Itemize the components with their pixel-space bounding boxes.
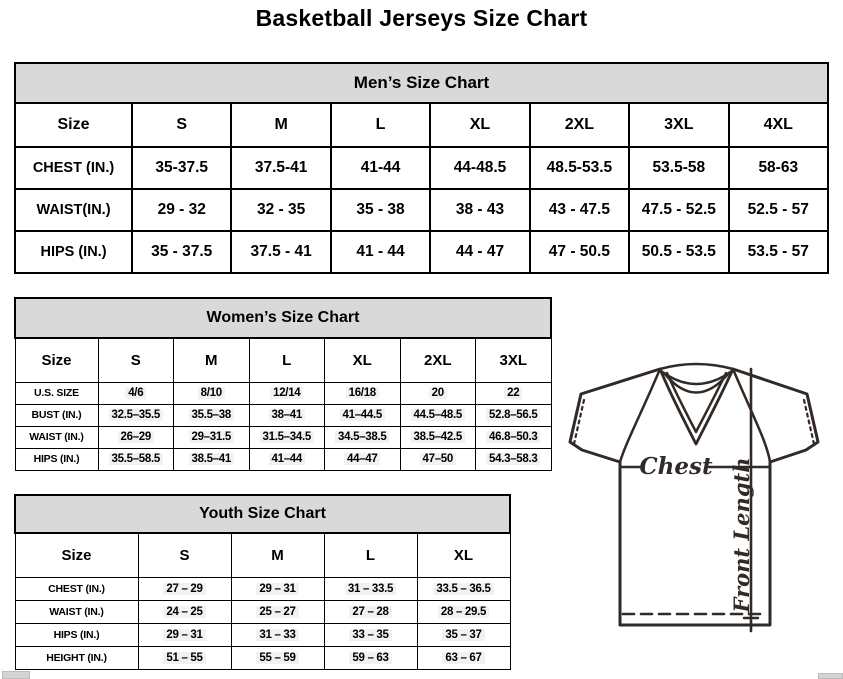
table-cell [132, 231, 231, 273]
table-cell [530, 189, 629, 231]
cell-value: 35.5–58.5 [109, 453, 163, 465]
table-cell [231, 147, 330, 189]
table-cell [249, 382, 325, 404]
table-cell [98, 404, 174, 426]
cell-value: 41–44 [269, 453, 305, 465]
cell-value: 54.3–58.3 [486, 453, 540, 465]
column-header: L [324, 533, 417, 577]
table-cell [174, 426, 250, 448]
row-label: U.S. SIZE [15, 382, 98, 404]
cell-value: 31.5–34.5 [260, 431, 314, 443]
cell-value: 33 – 35 [349, 629, 391, 641]
column-header: L [249, 338, 325, 382]
table-cell [476, 382, 552, 404]
cell-value: 32.5–35.5 [109, 409, 163, 421]
cell-value: 38.5–42.5 [411, 431, 465, 443]
youth-chart-title: Youth Size Chart [15, 495, 510, 533]
table-cell [231, 623, 324, 646]
table-cell [249, 448, 325, 470]
cell-value: 53.5-58 [652, 159, 706, 176]
table-cell [138, 577, 231, 600]
table-cell [174, 404, 250, 426]
table-cell [476, 404, 552, 426]
row-label: CHEST (IN.) [15, 147, 132, 189]
row-label: HIPS (IN.) [15, 448, 98, 470]
cell-value: 34.5–38.5 [335, 431, 389, 443]
column-header: Size [15, 338, 98, 382]
cell-value: 32 - 35 [257, 201, 306, 218]
cell-value: 38.5–41 [189, 453, 234, 465]
table-cell [400, 426, 476, 448]
table-cell [324, 646, 417, 669]
table-cell [400, 382, 476, 404]
table-row [15, 404, 551, 426]
column-header: 4XL [729, 103, 828, 147]
cell-value: 63 – 67 [442, 652, 484, 664]
row-label: WAIST (IN.) [15, 600, 138, 623]
table-cell [729, 147, 828, 189]
cell-value: 31 – 33 [256, 629, 298, 641]
cell-value: 16/18 [346, 387, 379, 399]
table-row [15, 426, 551, 448]
cell-value: 58-63 [758, 159, 799, 176]
table-cell [417, 577, 510, 600]
page-title: Basketball Jerseys Size Chart [255, 5, 588, 31]
cropped-ui-fragment-right [818, 673, 843, 679]
table-row [15, 623, 510, 646]
column-header: M [174, 338, 250, 382]
column-header: 2XL [400, 338, 476, 382]
cell-value: 48.5-53.5 [546, 159, 613, 176]
column-header: S [132, 103, 231, 147]
cell-value: 35 - 38 [356, 201, 405, 218]
cell-value: 24 – 25 [163, 606, 205, 618]
table-cell [249, 404, 325, 426]
column-header: S [138, 533, 231, 577]
cell-value: 43 - 47.5 [548, 201, 610, 218]
table-cell [331, 231, 430, 273]
table-cell [249, 426, 325, 448]
cell-value: 53.5 - 57 [747, 243, 809, 260]
column-header: Size [15, 533, 138, 577]
cell-value: 25 – 27 [256, 606, 298, 618]
row-label: HIPS (IN.) [15, 623, 138, 646]
table-cell [400, 404, 476, 426]
cell-value: 8/10 [198, 387, 225, 399]
table-cell [231, 600, 324, 623]
youth-size-chart-table [14, 494, 511, 670]
cell-value: 52.8–56.5 [486, 409, 540, 421]
cell-value: 38 - 43 [455, 201, 505, 218]
cell-value: 35 – 37 [442, 629, 484, 641]
cell-value: 29 - 32 [157, 201, 206, 218]
cell-value: 59 – 63 [349, 652, 391, 664]
table-cell [324, 577, 417, 600]
column-header: M [231, 103, 330, 147]
table-cell [325, 448, 401, 470]
table-row [15, 189, 828, 231]
cell-value: 41 - 44 [356, 243, 405, 260]
table-cell [138, 600, 231, 623]
table-row [15, 448, 551, 470]
table-cell [417, 600, 510, 623]
table-cell [729, 189, 828, 231]
cell-value: 35 - 37.5 [151, 243, 213, 260]
cell-value: 51 – 55 [163, 652, 205, 664]
cell-value: 37.5-41 [254, 159, 308, 176]
table-cell [331, 147, 430, 189]
cell-value: 44-48.5 [453, 159, 507, 176]
table-cell [729, 231, 828, 273]
cell-value: 4/6 [125, 387, 146, 399]
cell-value: 41-44 [360, 159, 401, 176]
cell-value: 52.5 - 57 [747, 201, 809, 218]
table-cell [324, 600, 417, 623]
table-cell [98, 382, 174, 404]
jersey-measurement-diagram [548, 350, 840, 640]
cropped-ui-fragment-left [2, 671, 30, 679]
column-header: XL [430, 103, 529, 147]
cell-value: 55 – 59 [256, 652, 298, 664]
cell-value: 27 – 28 [349, 606, 391, 618]
cell-value: 46.8–50.3 [486, 431, 540, 443]
column-header: XL [325, 338, 401, 382]
row-label: CHEST (IN.) [15, 577, 138, 600]
table-cell [530, 147, 629, 189]
table-cell [417, 646, 510, 669]
cell-value: 44.5–48.5 [411, 409, 465, 421]
cell-value: 28 – 29.5 [438, 606, 489, 618]
cell-value: 35.5–38 [189, 409, 234, 421]
table-cell [476, 426, 552, 448]
table-cell [98, 448, 174, 470]
column-header: XL [417, 533, 510, 577]
table-cell [476, 448, 552, 470]
men-chart-title: Men’s Size Chart [15, 63, 828, 103]
jersey-outline [570, 369, 818, 625]
cell-value: 29–31.5 [189, 431, 234, 443]
table-cell [132, 147, 231, 189]
cell-value: 29 – 31 [256, 583, 298, 595]
cell-value: 35-37.5 [155, 159, 208, 176]
table-cell [400, 448, 476, 470]
table-row [15, 382, 551, 404]
table-cell [231, 646, 324, 669]
column-header: L [331, 103, 430, 147]
table-cell [430, 147, 529, 189]
cell-value: 41–44.5 [340, 409, 385, 421]
table-cell [629, 147, 728, 189]
cell-value: 29 – 31 [163, 629, 205, 641]
table-cell [174, 448, 250, 470]
front-length-label: Front Length [729, 457, 754, 613]
table-cell [430, 231, 529, 273]
column-header: S [98, 338, 174, 382]
column-header: 3XL [476, 338, 552, 382]
table-cell [174, 382, 250, 404]
jersey-back-edge [660, 364, 733, 369]
table-row [15, 231, 828, 273]
row-label: WAIST(IN.) [15, 189, 132, 231]
mens-size-chart-table [14, 62, 829, 274]
table-row [15, 646, 510, 669]
cell-value: 31 – 33.5 [345, 583, 396, 595]
cell-value: 27 – 29 [163, 583, 205, 595]
table-cell [417, 623, 510, 646]
table-cell [325, 404, 401, 426]
cell-value: 37.5 - 41 [250, 243, 312, 260]
table-cell [325, 382, 401, 404]
chest-label: Chest [639, 453, 713, 480]
table-cell [132, 189, 231, 231]
table-cell [138, 646, 231, 669]
column-header: 3XL [629, 103, 728, 147]
row-label: WAIST (IN.) [15, 426, 98, 448]
women-chart-title: Women’s Size Chart [15, 298, 551, 338]
jersey-left-seam [620, 369, 660, 462]
cell-value: 44–47 [344, 453, 380, 465]
table-cell [629, 189, 728, 231]
cell-value: 38–41 [269, 409, 305, 421]
cell-value: 44 - 47 [455, 243, 505, 260]
table-cell [231, 577, 324, 600]
cell-value: 47 - 50.5 [548, 243, 610, 260]
column-header: M [231, 533, 324, 577]
cell-value: 20 [429, 387, 447, 399]
table-cell [231, 189, 330, 231]
cell-value: 12/14 [270, 387, 303, 399]
table-cell [530, 231, 629, 273]
table-cell [430, 189, 529, 231]
column-header: 2XL [530, 103, 629, 147]
table-cell [325, 426, 401, 448]
cell-value: 22 [504, 387, 522, 399]
cell-value: 26–29 [118, 431, 154, 443]
row-label: HIPS (IN.) [15, 231, 132, 273]
table-cell [138, 623, 231, 646]
table-cell [98, 426, 174, 448]
cell-value: 33.5 – 36.5 [433, 583, 493, 595]
womens-size-chart-table [14, 297, 552, 471]
jersey-diagram-svg [548, 350, 840, 640]
column-header: Size [15, 103, 132, 147]
table-row [15, 600, 510, 623]
table-cell [629, 231, 728, 273]
row-label: BUST (IN.) [15, 404, 98, 426]
table-row [15, 147, 828, 189]
row-label: HEIGHT (IN.) [15, 646, 138, 669]
table-row [15, 577, 510, 600]
table-cell [324, 623, 417, 646]
table-cell [231, 231, 330, 273]
cell-value: 50.5 - 53.5 [641, 243, 716, 260]
cell-value: 47.5 - 52.5 [641, 201, 716, 218]
table-cell [331, 189, 430, 231]
cell-value: 47–50 [420, 453, 456, 465]
